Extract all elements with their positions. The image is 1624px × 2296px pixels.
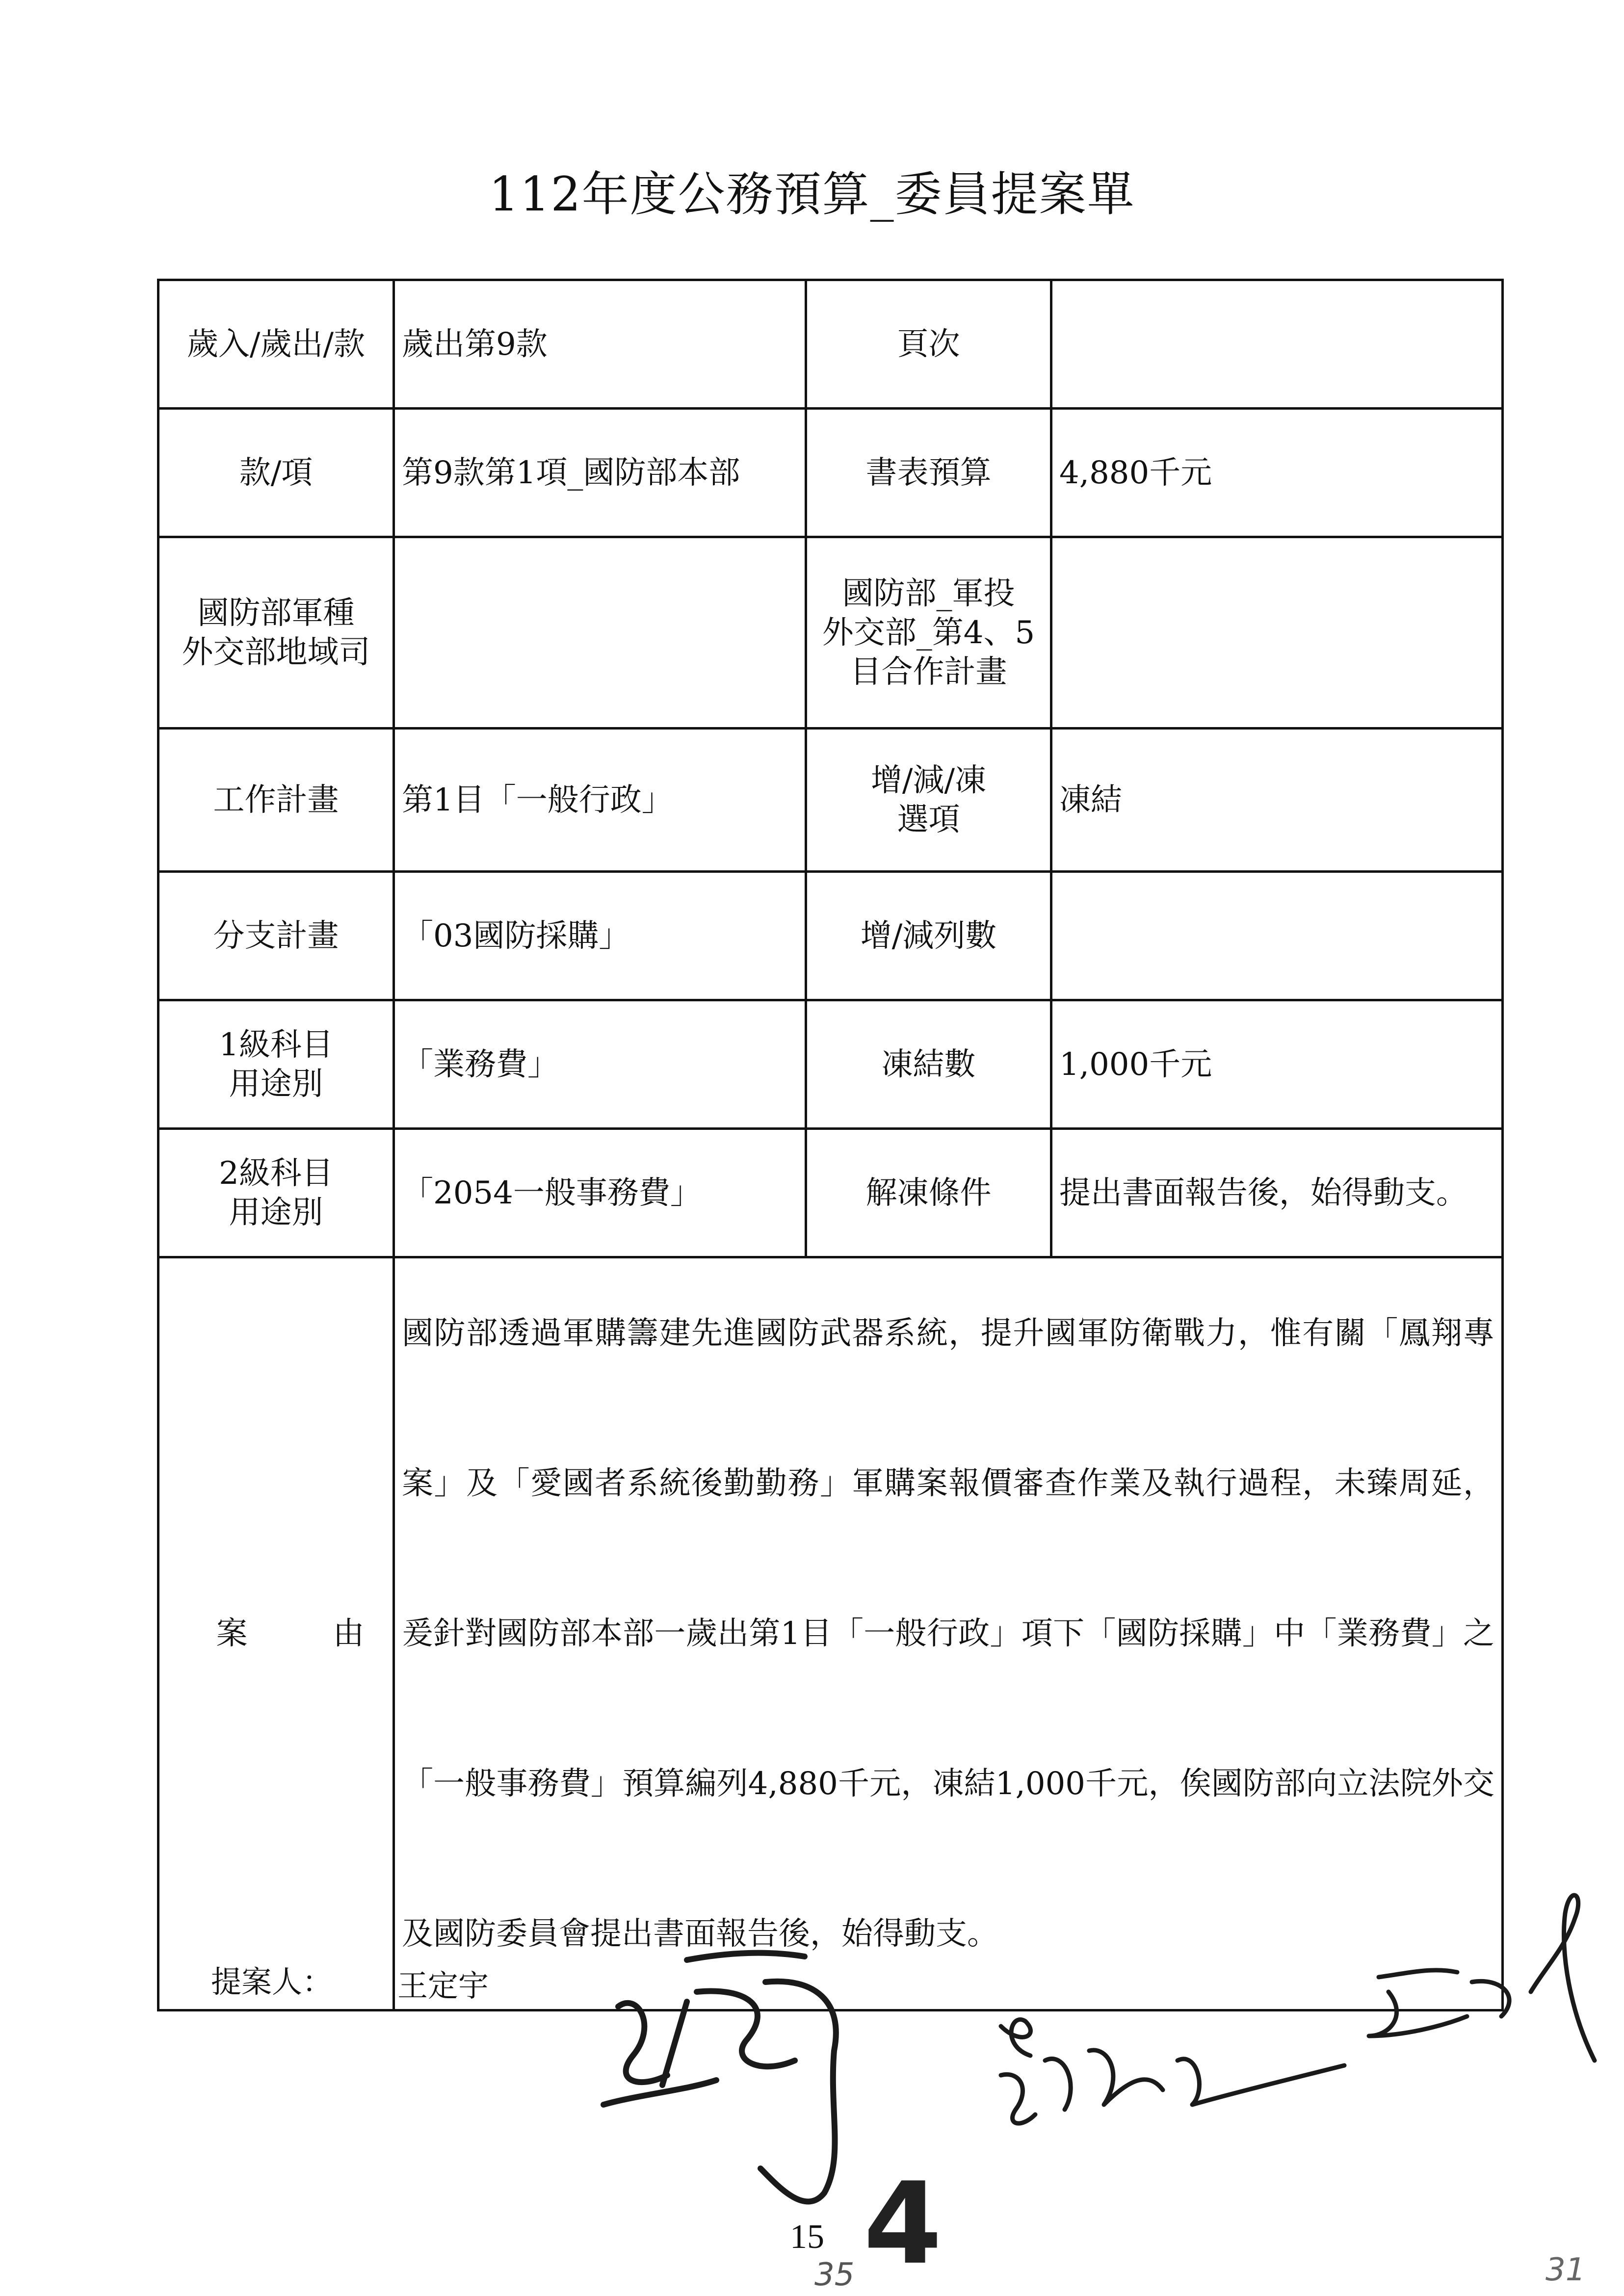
form-row-reason [158, 1257, 1503, 2010]
label-level2-subject [158, 1129, 394, 1257]
form-row-ministry [158, 537, 1503, 729]
label-work-plan: 工作計畫 [158, 729, 394, 872]
label-line: 用途別 [229, 1194, 323, 1231]
label-line: 1級科目 [219, 1026, 333, 1063]
label-military-branch [158, 537, 394, 729]
label-level1-subject [158, 1000, 394, 1129]
label-account-item: 款/項 [158, 409, 394, 537]
label-unfreeze-condition: 解凍條件 [806, 1129, 1051, 1257]
label-page: 頁次 [806, 280, 1051, 409]
label-line: 外交部地域司 [182, 634, 370, 671]
value-page [1051, 280, 1503, 409]
value-frozen-amount: 1,000千元 [1051, 1000, 1503, 1129]
handwritten-note-below: 35 [814, 2257, 855, 2293]
value-work-plan: 第1目「一般行政」 [394, 729, 806, 872]
value-level2-subject: 「2054一般事務費」 [394, 1129, 806, 1257]
label-line: 增/減/凍 [870, 762, 987, 799]
label-change-option [806, 729, 1051, 872]
value-book-budget: 4,880千元 [1051, 409, 1503, 537]
value-unfreeze-condition: 提出書面報告後，始得動支。 [1051, 1129, 1503, 1257]
value-revenue-expense-account: 歲出第9款 [394, 280, 806, 409]
reason-label-char: 由 [333, 1616, 365, 1652]
value-cooperation-plan [1051, 537, 1503, 729]
value-military-branch [394, 537, 806, 729]
label-line: 2級科目 [219, 1155, 333, 1192]
label-revenue-expense-account: 歲入/歲出/款 [158, 280, 394, 409]
document-title: 112年度公務預算_委員提案單 [489, 167, 1135, 222]
proposer-name: 王定宇 [397, 1968, 489, 2004]
label-frozen-amount: 凍結數 [806, 1000, 1051, 1129]
value-account-item: 第9款第1項_國防部本部 [394, 409, 806, 537]
label-change-amount: 增/減列數 [806, 872, 1051, 1000]
form-row-item [158, 409, 1503, 537]
signature-2 [1001, 2019, 1344, 2123]
label-line: 外交部_第4、5 [822, 614, 1035, 651]
proposer-label: 提案人： [211, 1964, 333, 2000]
label-line: 用途別 [229, 1066, 323, 1102]
proposal-form-table [157, 279, 1504, 2011]
value-branch-plan: 「03國防採購」 [394, 872, 806, 1000]
label-cooperation-plan [806, 537, 1051, 729]
handwritten-count: 4 [864, 2159, 943, 2290]
form-row-level2-subject [158, 1129, 1503, 1257]
label-line: 國防部軍種 [197, 595, 355, 631]
label-line: 國防部_軍投 [842, 575, 1015, 612]
form-row-level1-subject [158, 1000, 1503, 1129]
form-row-branch-plan [158, 872, 1503, 1000]
label-reason [158, 1257, 394, 2010]
reason-text: 國防部透過軍購籌建先進國防武器系統，提升國軍防衛戰力，惟有關「鳳翔專案」及「愛國者系統後勤勤務」軍購案報價審查作業及執行過程，未臻周延，爰針對國防部本部一歲出第1目「一般行政」項下「國防採購」中「業務費」之「一般事務費」預算編列4,880千元，凍結1,000千元，俟國防部向立法院外交及國防委員會提出書面報告後，始得動支。 [394, 1257, 1503, 2010]
value-change-amount [1051, 872, 1503, 1000]
handwritten-note-corner: 31 [1545, 2252, 1586, 2288]
value-change-option: 凍結 [1051, 729, 1503, 872]
form-row-work-plan [158, 729, 1503, 872]
value-level1-subject: 「業務費」 [394, 1000, 806, 1129]
label-line: 選項 [897, 801, 960, 838]
reason-label-char: 案 [216, 1616, 248, 1652]
form-row-account [158, 280, 1503, 409]
label-book-budget: 書表預算 [806, 409, 1051, 537]
page-number: 15 [790, 2218, 824, 2256]
label-line: 目合作計畫 [850, 653, 1007, 690]
label-branch-plan: 分支計畫 [158, 872, 394, 1000]
